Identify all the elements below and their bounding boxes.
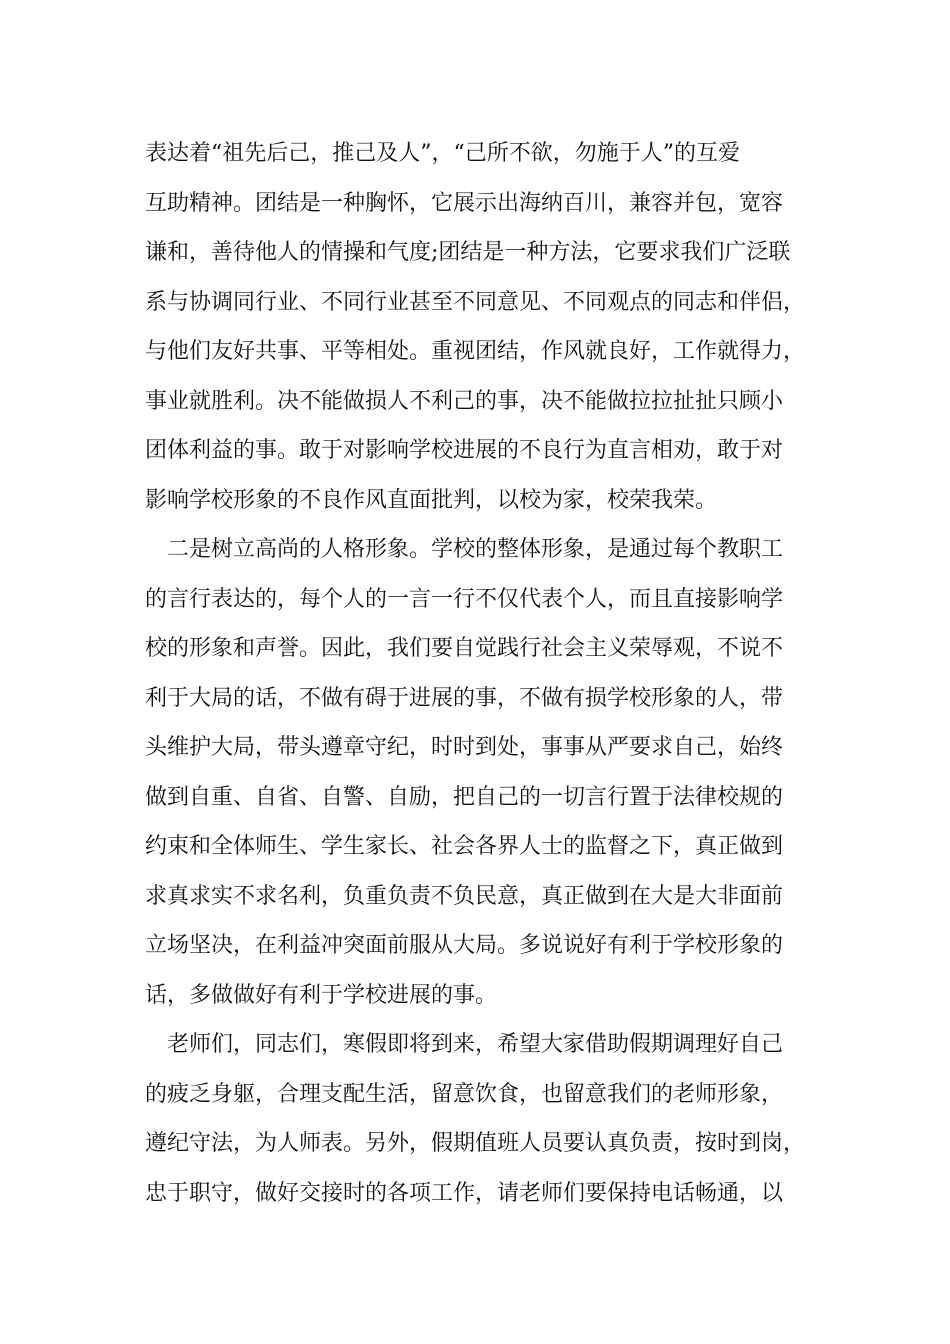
- text-line: 影响学校形象的不良作风直面批判，以校为家，校荣我荣。: [145, 487, 718, 513]
- text-line: 的言行表达的，每个人的一言一行不仅代表个人，而且直接影响学: [145, 586, 784, 612]
- text-line: 表达着“祖先后己，推己及人”，“己所不欲，勿施于人”的互爱: [145, 141, 740, 166]
- text-line: 约束和全体师生、学生家长、社会各界人士的监督之下，真正做到: [145, 834, 784, 859]
- text-line: 的疲乏身躯，合理支配生活，留意饮食，也留意我们的老师形象，: [145, 1081, 784, 1107]
- text-line: 求真求实不求名利，负重负责不负民意，真正做到在大是大非面前: [145, 883, 784, 909]
- text-line: 谦和，善待他人的情操和气度;团结是一种方法，它要求我们广泛联: [145, 240, 791, 265]
- text-line: 与他们友好共事、平等相处。重视团结，作风就良好，工作就得力，: [145, 339, 806, 364]
- text-line: 老师们，同志们，寒假即将到来，希望大家借助假期调理好自己: [167, 1032, 784, 1057]
- text-line: 话，多做做好有利于学校进展的事。: [145, 982, 498, 1008]
- text-line: 忠于职守，做好交接时的各项工作，请老师们要保持电话畅通，以: [145, 1180, 784, 1206]
- text-line: 系与协调同行业、不同行业甚至不同意见、不同观点的同志和伴侣，: [145, 289, 806, 315]
- text-line: 互助精神。团结是一种胸怀，它展示出海纳百川，兼容并包，宽容: [145, 190, 784, 216]
- text-line: 做到自重、自省、自警、自励，把自己的一切言行置于法律校规的: [145, 784, 784, 810]
- text-line: 头维护大局，带头遵章守纪，时时到处，事事从严要求自己，始终: [145, 735, 784, 760]
- text-line: 立场坚决，在利益冲突面前服从大局。多说说好有利于学校形象的: [145, 933, 784, 958]
- text-line: 利于大局的话，不做有碍于进展的事，不做有损学校形象的人，带: [145, 685, 784, 711]
- text-line: 事业就胜利。决不能做损人不利己的事，决不能做拉拉扯扯只顾小: [145, 388, 784, 414]
- text-line: 遵纪守法，为人师表。另外，假期值班人员要认真负责，按时到岗，: [145, 1131, 806, 1156]
- document-body: [145, 129, 835, 1218]
- text-line: 团体利益的事。敢于对影响学校进展的不良行为直言相劝，敢于对: [145, 438, 784, 463]
- text-line: 校的形象和声誉。因此，我们要自觉践行社会主义荣辱观，不说不: [145, 636, 784, 661]
- text-line: 二是树立高尚的人格形象。学校的整体形象，是通过每个教职工: [167, 537, 784, 562]
